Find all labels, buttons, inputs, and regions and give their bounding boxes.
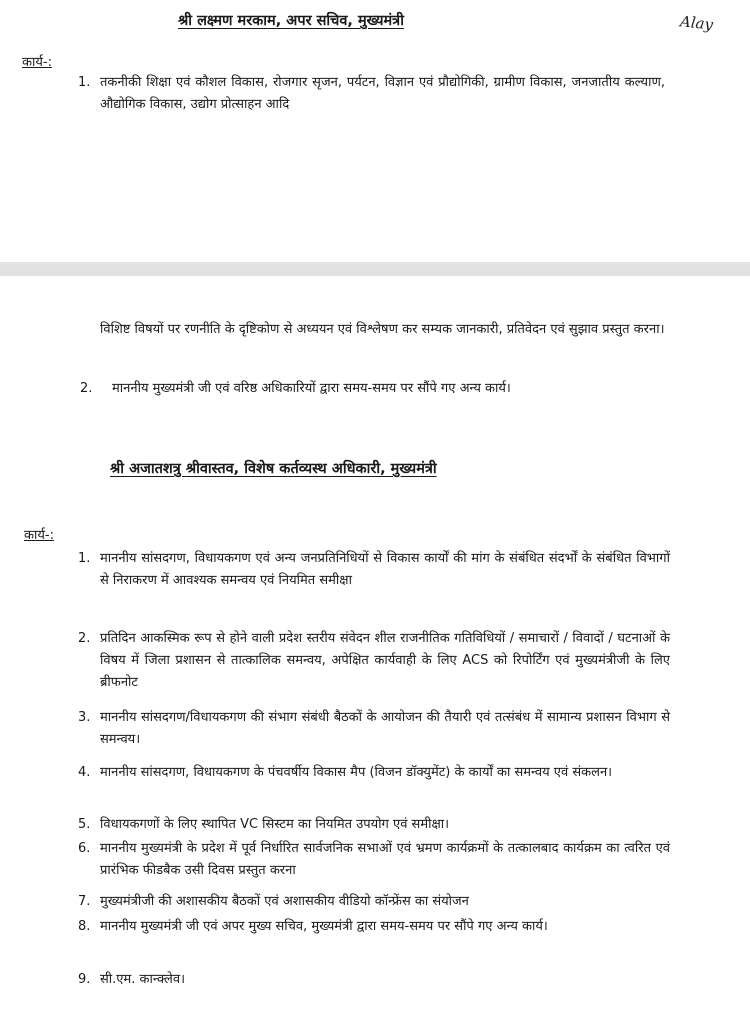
item-text: मुख्यमंत्रीजी की अशासकीय बैठकों एवं अशासकीय वीडियो कॉन्फ्रेंस का संयोजन [100,894,469,909]
list-item [78,707,672,751]
signature: Alay [679,12,714,34]
item-number: 1. [78,75,91,90]
item-number: 2. [78,631,91,646]
list-item [78,548,672,614]
item-text: माननीय मुख्यमंत्री जी एवं वरिष्ठ अधिकारियों द्वारा समय-समय पर सौंपे गए अन्य कार्य। [112,381,511,396]
document-page-2 [0,276,750,1014]
item-text: सी.एम. कान्क्लेव। [100,972,186,987]
item-number: 1. [78,551,91,566]
item-text: माननीय सांसदगण, विधायकगण के पंचवर्षीय विकास मैप (विजन डॉक्युमेंट) के कार्यों का समन्वय एवं संकलन। [100,765,613,780]
item-number: 6. [78,841,91,856]
document-page-1 [0,0,750,262]
item-text: प्रतिदिन आकस्मिक रूप से होने वाली प्रदेश स्तरीय संवेदन शील राजनीतिक गतिविधियों / समाचारों / विवादों / घटनाओं के विषय में जिला प्रशासन से तात्कालिक समन्वय, अपेक्षित कार्यवाही के लिए ACS को रिपोर्टिंग एवं मुख्यमंत्रीजी के लिए ब्रीफनोट [100,631,670,690]
item-number: 7. [78,894,91,909]
list-item [78,72,668,120]
page-separator [0,262,750,276]
item-number: 8. [78,919,91,934]
item-number: 5. [78,817,91,832]
item-text: तकनीकी शिक्षा एवं कौशल विकास, रोजगार सृजन, पर्यटन, विज्ञान एवं प्रौद्योगिकी, ग्रामीण विकास, जनजातीय कल्याण, औद्योगिक विकास, उद्योग प्रोत्साहन आदि [100,75,665,112]
item-number: 9. [78,972,91,987]
item-text: माननीय सांसदगण, विधायकगण एवं अन्य जनप्रतिनिधियों से विकास कार्यों की मांग के संबंधित संदर्भों के संबंधित विभागों से निराकरण में आवश्यक समन्वय एवं नियमित समीक्षा [100,551,670,588]
item-text: माननीय सांसदगण/विधायकगण की संभाग संबंधी बैठकों के आयोजन की तैयारी एवं तत्संबंध में सामान्य प्रशासन विभाग से समन्वय। [100,710,670,747]
officer-heading-1: श्री लक्ष्मण मरकाम, अपर सचिव, मुख्यमंत्री [178,13,404,29]
karya-label-1: कार्य-: [22,55,52,70]
list-item [78,969,672,991]
list-item [80,378,670,426]
item-number: 3. [78,710,91,725]
item-text: माननीय मुख्यमंत्री जी एवं अपर मुख्य सचिव, मुख्यमंत्री द्वारा समय-समय पर सौंपे गए अन्य कार्य। [100,919,548,934]
list-item [78,628,672,694]
karya-label-2: कार्य-: [24,528,54,543]
list-item [78,916,672,960]
item-number: 4. [78,765,91,780]
item-text: माननीय मुख्यमंत्री के प्रदेश में पूर्व निर्धारित सार्वजनिक सभाओं एवं भ्रमण कार्यक्रमों के तत्कालबाद कार्यक्रम का त्वरित एवं प्रारंभिक फीडबैक उसी दिवस प्रस्तुत करना [100,841,670,878]
item-number: 2. [80,381,93,396]
list-item [78,814,672,836]
officer-heading-2: श्री अजातशत्रु श्रीवास्तव, विशेष कर्तव्यस्थ अधिकारी, मुख्यमंत्री [110,461,437,477]
list-item [78,838,672,882]
list-item [78,891,672,913]
item-text: विधायकगणों के लिए स्थापित VC सिस्टम का नियमित उपयोग एवं समीक्षा। [100,817,450,832]
list-item [78,762,672,806]
continuation-text: विशिष्ट विषयों पर रणनीति के दृष्टिकोण से अध्ययन एवं विश्लेषण कर सम्यक जानकारी, प्रतिवेदन एवं सुझाव प्रस्तुत करना। [100,322,665,337]
